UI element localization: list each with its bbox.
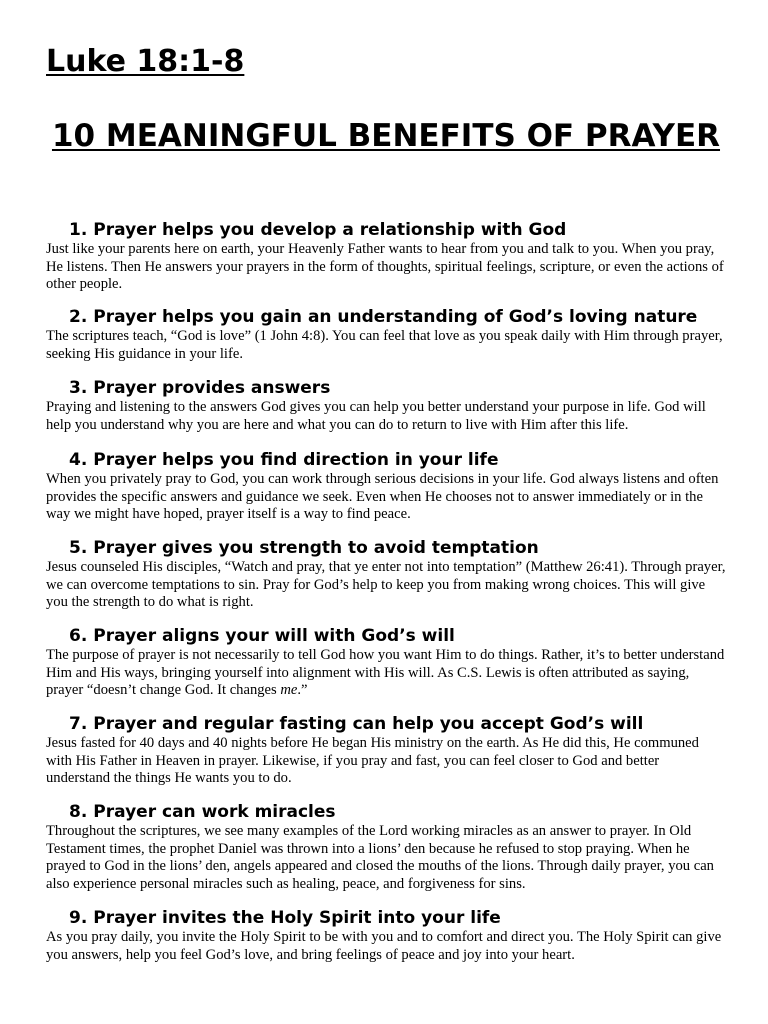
benefit-heading-text: Prayer helps you develop a relationship with God	[93, 220, 567, 240]
benefit-item-8	[46, 801, 726, 893]
benefit-heading-text: Prayer gives you strength to avoid temptation	[93, 538, 539, 558]
benefit-item-4	[46, 449, 726, 524]
benefit-item-1	[46, 219, 726, 294]
benefit-heading-text: Prayer helps you gain an understanding of God’s loving nature	[93, 307, 698, 327]
benefit-number: 3.	[69, 378, 88, 398]
benefit-heading	[46, 713, 726, 735]
benefit-number: 8.	[69, 802, 88, 822]
benefit-number: 7.	[69, 714, 88, 734]
benefit-item-2	[46, 306, 726, 363]
benefit-heading	[46, 907, 726, 929]
benefit-heading-text: Prayer can work miracles	[93, 802, 336, 822]
benefit-heading	[46, 449, 726, 471]
benefit-number: 6.	[69, 626, 88, 646]
benefit-body: Jesus counseled His disciples, “Watch and pray, that ye enter not into temptation” (Matthew 26:41). Through prayer, we can overcome temptations to sin. Pray for God’s help to keep you from making wrong choices. This will give you the strength to do what is right.	[46, 559, 726, 611]
scripture-reference: Luke 18:1-8	[46, 44, 245, 79]
benefit-heading-text: Prayer helps you find direction in your life	[93, 450, 499, 470]
benefit-heading	[46, 219, 726, 241]
benefit-body-end: .”	[297, 682, 308, 699]
benefit-heading	[46, 306, 726, 328]
benefit-item-3	[46, 377, 726, 434]
benefit-body: Jesus fasted for 40 days and 40 nights before He began His ministry on the earth. As He did this, He communed with His Father in Heaven in prayer. Likewise, if you pray and fast, you can feel closer to God and better understand the things He wants you to do.	[46, 735, 699, 787]
benefit-body	[46, 647, 726, 700]
benefit-number: 9.	[69, 908, 88, 928]
benefit-heading	[46, 377, 726, 399]
benefit-heading	[46, 537, 726, 559]
benefit-body: Throughout the scriptures, we see many examples of the Lord working miracles as an answer to prayer. In Old Testament times, the prophet Daniel was thrown into a lions’ den because he refused to stop praying. When he prayed to God in the lions’ den, angels appeared and closed the mouths of the lions. Through daily prayer, you can also experience personal miracles such as healing, peace, and forgiveness for sins.	[46, 823, 714, 892]
benefit-heading	[46, 801, 726, 823]
benefit-item-9	[46, 907, 726, 964]
benefit-heading-text: Prayer invites the Holy Spirit into your life	[93, 908, 501, 928]
benefit-item-7	[46, 713, 726, 788]
benefit-body: The scriptures teach, “God is love” (1 John 4:8). You can feel that love as you speak daily with Him through prayer, seeking His guidance in your life.	[46, 328, 723, 362]
benefit-body: As you pray daily, you invite the Holy Spirit to be with you and to comfort and direct you. The Holy Spirit can give you answers, help you feel God’s love, and bring feelings of peace and joy into your heart.	[46, 929, 722, 963]
benefit-item-5	[46, 537, 726, 612]
benefit-number: 2.	[69, 307, 88, 327]
benefit-body-emphasis: me	[280, 682, 298, 699]
benefit-heading	[46, 625, 726, 647]
benefit-number: 5.	[69, 538, 88, 558]
benefit-body-text: The purpose of prayer is not necessarily to tell God how you want Him to do things. Rather, it’s to better understand Him and His ways, bringing yourself into alignment with His will. As C.S. Lewis is often attributed as saying, prayer “doesn’t change God. It changes	[46, 647, 725, 699]
benefit-body: Just like your parents here on earth, your Heavenly Father wants to hear from you and talk to you. When you pray, He listens. Then He answers your prayers in the form of thoughts, spiritual feelings, scripture, or even the actions of other people.	[46, 241, 724, 293]
benefit-heading-text: Prayer provides answers	[93, 378, 331, 398]
benefit-number: 4.	[69, 450, 88, 470]
page-title: 10 MEANINGFUL BENEFITS OF PRAYER	[51, 118, 721, 154]
benefit-body: Praying and listening to the answers God gives you can help you better understand your purpose in life. God will help you understand why you are here and what you can do to return to live with Him after this life.	[46, 399, 706, 433]
benefit-body: When you privately pray to God, you can work through serious decisions in your life. God always listens and often provides the specific answers and guidance we seek. Even when He chooses not to answer immediately or in the way we might have hoped, prayer itself is a way to find peace.	[46, 471, 719, 523]
benefit-number: 1.	[69, 220, 88, 240]
benefit-item-6	[46, 625, 726, 700]
benefit-heading-text: Prayer aligns your will with God’s will	[93, 626, 455, 646]
benefit-heading-text: Prayer and regular fasting can help you accept God’s will	[93, 714, 644, 734]
